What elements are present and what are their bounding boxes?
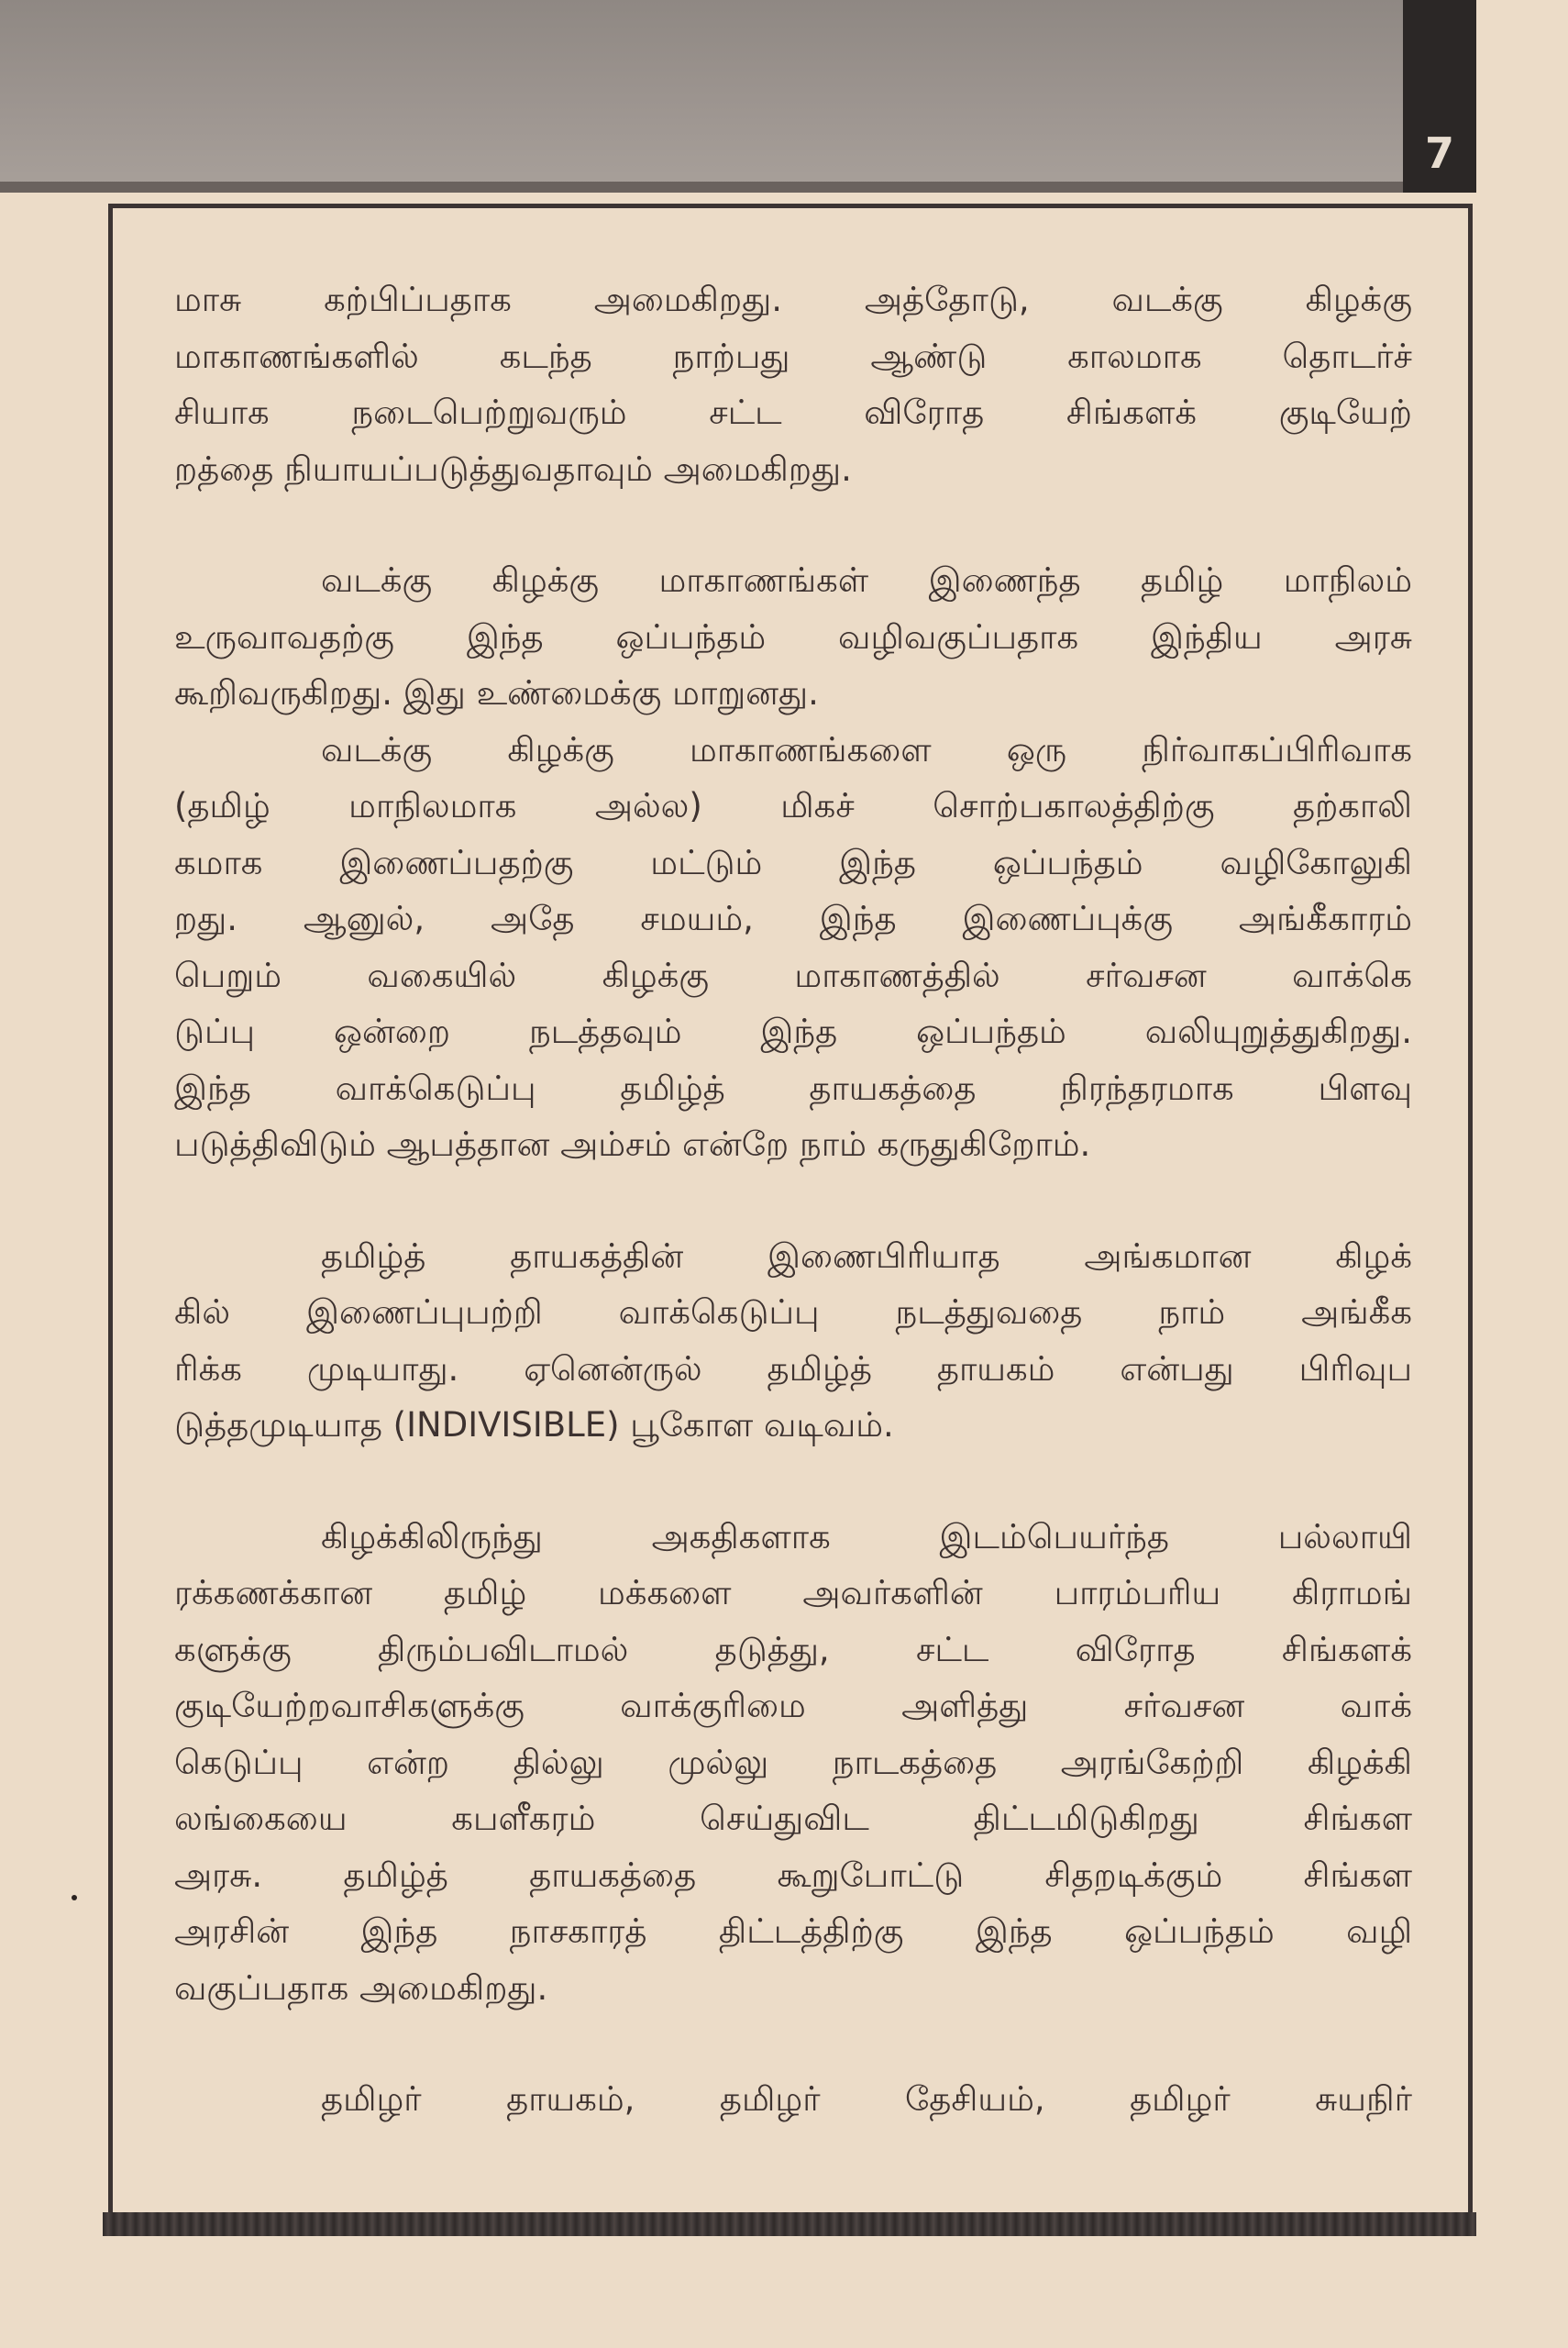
paragraph-line: தமிழர் தாயகம், தமிழர் தேசியம், தமிழர் சுயநிர் (321, 2079, 1412, 2119)
paragraph (174, 722, 1412, 1173)
paragraph-line: கிழக்கிலிருந்து அகதிகளாக இடம்பெயர்ந்த பல்லாயி (321, 1516, 1412, 1556)
paragraph-line: டுத்தமுடியாத (INDIVISIBLE) பூகோள வடிவம். (174, 1405, 894, 1445)
paragraph-line: களுக்கு திரும்பவிடாமல் தடுத்து, சட்ட விரோத சிங்களக் (174, 1629, 1412, 1669)
paragraph-gap (174, 1173, 1412, 1228)
paragraph-line: டுப்பு ஒன்றை நடத்தவும் இந்த ஒப்பந்தம் வலியுறுத்துகிறது. (174, 1012, 1412, 1051)
paragraph-line: கெடுப்பு என்ற தில்லு முல்லு நாடகத்தை அரங்கேற்றி கிழக்கி (174, 1742, 1412, 1782)
paragraph-line: அரசு. தமிழ்த் தாயகத்தை கூறுபோட்டு சிதறடிக்கும் சிங்கள (174, 1855, 1412, 1895)
paragraph (174, 2071, 1412, 2128)
paragraph-line: மாசு கற்பிப்பதாக அமைகிறது. அத்தோடு, வடக்கு கிழக்கு (174, 280, 1412, 319)
paragraph-line: குடியேற்றவாசிகளுக்கு வாக்குரிமை அளித்து சர்வசன வாக் (174, 1686, 1412, 1725)
article-body (174, 271, 1412, 2128)
paragraph (174, 552, 1412, 722)
paragraph-line: அரசின் இந்த நாசகாரத் திட்டத்திற்கு இந்த ஒப்பந்தம் வழி (174, 1911, 1412, 1951)
top-header-band (0, 0, 1417, 193)
print-speck (72, 1895, 77, 1900)
paragraph-line: மாகாணங்களில் கடந்த நாற்பது ஆண்டு காலமாக தொடர்ச் (174, 336, 1412, 376)
paragraph-line: உருவாவதற்கு இந்த ஒப்பந்தம் வழிவகுப்பதாக இந்திய அரசு (174, 616, 1412, 657)
paragraph-line: றத்தை நியாயப்படுத்துவதாவும் அமைகிறது. (174, 449, 852, 489)
paragraph-line: கமாக இணைப்பதற்கு மட்டும் இந்த ஒப்பந்தம் வழிகோலுகி (174, 842, 1412, 882)
paragraph (174, 1228, 1412, 1454)
paragraph-line: இந்த வாக்கெடுப்பு தமிழ்த் தாயகத்தை நிரந்தரமாக பிளவு (174, 1068, 1412, 1108)
paragraph-line: ரிக்க முடியாது. ஏனென்ருல் தமிழ்த் தாயகம் என்பது பிரிவுப (174, 1348, 1412, 1389)
paragraph (174, 271, 1412, 497)
paragraph-line: வடக்கு கிழக்கு மாகாணங்களை ஒரு நிர்வாகப்பிரிவாக (321, 729, 1412, 770)
paragraph-gap (174, 497, 1412, 552)
paragraph-line: (தமிழ் மாநிலமாக அல்ல) மிகச் சொற்பகாலத்திற்கு தற்காலி (174, 786, 1412, 825)
frame-bottom-rule (103, 2212, 1476, 2236)
paragraph-line: ரக்கணக்கான தமிழ் மக்களை அவர்களின் பாரம்பரிய கிராமங் (174, 1573, 1412, 1612)
paragraph-line: கூறிவருகிறது. இது உண்மைக்கு மாறுனது. (174, 673, 819, 713)
paragraph-line: வகுப்பதாக அமைகிறது. (174, 1967, 548, 2008)
paragraph-line: தமிழ்த் தாயகத்தின் இணைபிரியாத அங்கமான கிழக் (321, 1235, 1412, 1276)
header-band-edge (0, 182, 1417, 193)
paragraph-gap (174, 2016, 1412, 2071)
paragraph-line: படுத்திவிடும் ஆபத்தான அம்சம் என்றே நாம் கருதுகிறோம். (174, 1124, 1091, 1164)
page-number: 7 (1425, 128, 1455, 178)
paragraph (174, 1509, 1412, 2017)
paragraph-line: பெறும் வகையில் கிழக்கு மாகாணத்தில் சர்வசன வாக்கெ (174, 955, 1412, 995)
paragraph-line: கில் இணைப்புபற்றி வாக்கெடுப்பு நடத்துவதை நாம் அங்கீக (174, 1292, 1412, 1332)
paragraph-line: சியாக நடைபெற்றுவரும் சட்ட விரோத சிங்களக் குடியேற் (174, 393, 1412, 432)
paragraph-line: வடக்கு கிழக்கு மாகாணங்கள் இணைந்த தமிழ் மாநிலம் (321, 560, 1412, 600)
paragraph-line: றது. ஆனுல், அதே சமயம், இந்த இணைப்புக்கு அங்கீகாரம் (174, 899, 1412, 938)
paragraph-line: லங்கையை கபளீகரம் செய்துவிட திட்டமிடுகிறது சிங்கள (174, 1799, 1412, 1838)
paragraph-gap (174, 1454, 1412, 1509)
